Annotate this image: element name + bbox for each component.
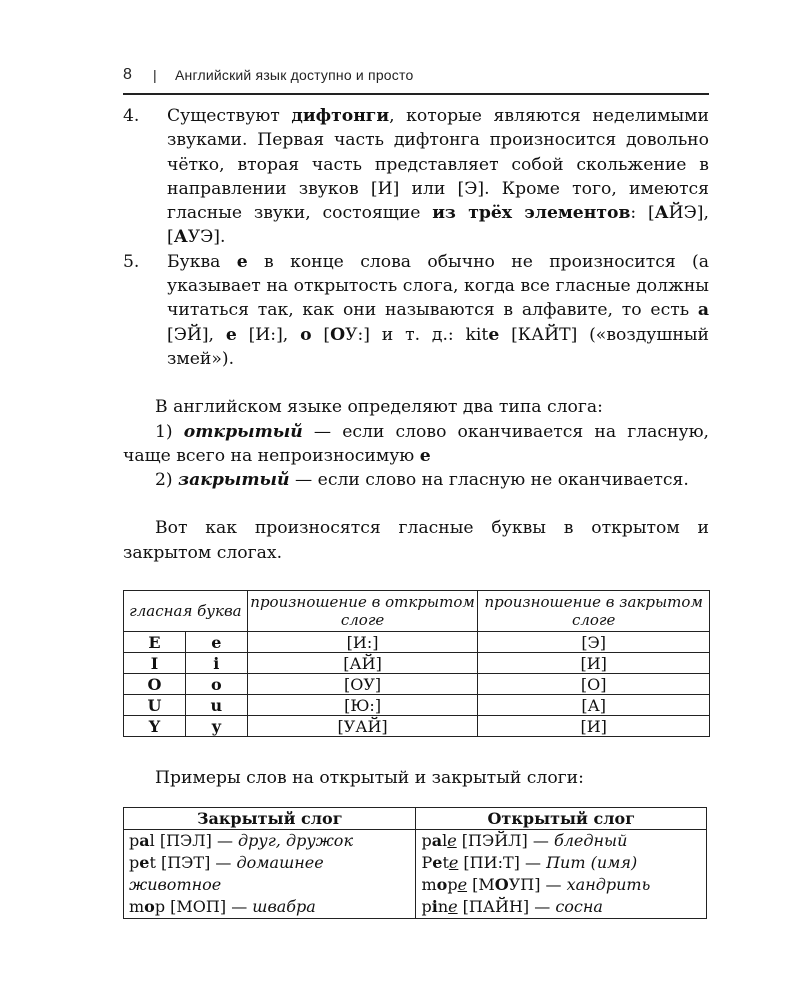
- paragraph-vowel-intro: Вот как произносятся гласные буквы в открытом и закрытом слогах.: [123, 518, 709, 563]
- page-number: 8: [123, 66, 132, 83]
- list-item: [123, 104, 709, 250]
- paragraph-closed-syllable: 2) закрытый — если слово на гласную не оканчивается.: [155, 470, 689, 491]
- open-syllable-example: pale [ПЭЙЛ] — бледный: [421, 831, 628, 850]
- closed-pronunciation: [И]: [478, 653, 710, 674]
- vowel-lower: y: [185, 716, 247, 737]
- header-separator: |: [153, 67, 157, 83]
- open-pronunciation: [ОУ]: [247, 674, 478, 695]
- open-pronunciation: [И:]: [247, 632, 478, 653]
- vowel-lower: e: [185, 632, 247, 653]
- table-header-row: [124, 808, 707, 830]
- table-row: [124, 695, 710, 716]
- list-item: [123, 250, 709, 371]
- syllable-examples-table: [123, 807, 707, 919]
- list-item-text: Существуют дифтонги, которые являются неделимыми звуками. Первая часть дифтонга произносится довольно чётко, вторая часть представляет собой скольжение в направлении звуков [И] или [Э]. Кроме того, имеются гласные звуки, состоящие из трёх элементов: [АЙЭ], [АУЭ].: [167, 106, 709, 248]
- page-body: [123, 104, 709, 565]
- header-closed-syllable: Закрытый слог: [124, 808, 416, 830]
- list-item-number: 4.: [123, 106, 140, 126]
- header-closed-pronunciation: произношение в закрытом слоге: [478, 591, 710, 632]
- spacer: [123, 492, 709, 516]
- header-open-pronunciation: произношение в открытом слоге: [247, 591, 478, 632]
- vowel-lower: i: [185, 653, 247, 674]
- closed-syllable-example: mop [МОП] — швабра: [129, 897, 316, 916]
- closed-pronunciation: [Э]: [478, 632, 710, 653]
- closed-pronunciation: [И]: [478, 716, 710, 737]
- open-syllable-example: pine [ПАЙН] — сосна: [421, 897, 603, 916]
- vowel-upper: O: [124, 674, 186, 695]
- open-syllable-examples: [416, 830, 707, 919]
- closed-syllable-example: pet [ПЭТ] — домашнее животное: [129, 853, 324, 894]
- table-row: [124, 653, 710, 674]
- running-header: [123, 66, 709, 88]
- open-pronunciation: [АЙ]: [247, 653, 478, 674]
- table-row: [124, 674, 710, 695]
- header-rule: [123, 93, 709, 95]
- open-syllable-example: mope [МОУП] — хандрить: [421, 875, 651, 894]
- vowel-pronunciation-table: [123, 590, 710, 737]
- paragraph-syllable-types: В английском языке определяют два типа слога:: [155, 397, 603, 418]
- paragraph-open-syllable: 1) открытый — если слово оканчивается на гласную, чаще всего на непроизносимую e: [123, 421, 710, 466]
- open-syllable-example: Pete [ПИ:Т] — Пит (имя): [421, 853, 638, 872]
- vowel-upper: U: [124, 695, 186, 716]
- table-row: [124, 716, 710, 737]
- closed-syllable-example: pal [ПЭЛ] — друг, дружок: [129, 831, 353, 850]
- header-open-syllable: Открытый слог: [416, 808, 707, 830]
- book-title: Английский язык доступно и просто: [175, 67, 414, 83]
- header-vowel-letter: гласная буква: [124, 591, 248, 632]
- open-pronunciation: [УАЙ]: [247, 716, 478, 737]
- vowel-lower: u: [185, 695, 247, 716]
- vowel-upper: Y: [124, 716, 186, 737]
- closed-syllable-examples: [124, 830, 416, 919]
- vowel-upper: E: [124, 632, 186, 653]
- table-row: [124, 830, 707, 919]
- closed-pronunciation: [О]: [478, 674, 710, 695]
- list-item-number: 5.: [123, 251, 140, 272]
- closed-pronunciation: [А]: [478, 695, 710, 716]
- open-pronunciation: [Ю:]: [247, 695, 478, 716]
- spacer: [123, 371, 709, 395]
- table-header-row: [124, 591, 710, 632]
- examples-title: Примеры слов на открытый и закрытый слоги:: [155, 768, 584, 788]
- table-row: [124, 632, 710, 653]
- list-item-text: Буква e в конце слова обычно не произносится (а указывает на открытость слога, когда все гласные должны читаться так, как они называются в алфавите, то есть a [ЭЙ], e [И:], o [ОУ:] и т. д.: kite [КАЙТ] («воздушный змей»).: [167, 251, 710, 369]
- vowel-lower: o: [185, 674, 247, 695]
- vowel-upper: I: [124, 653, 186, 674]
